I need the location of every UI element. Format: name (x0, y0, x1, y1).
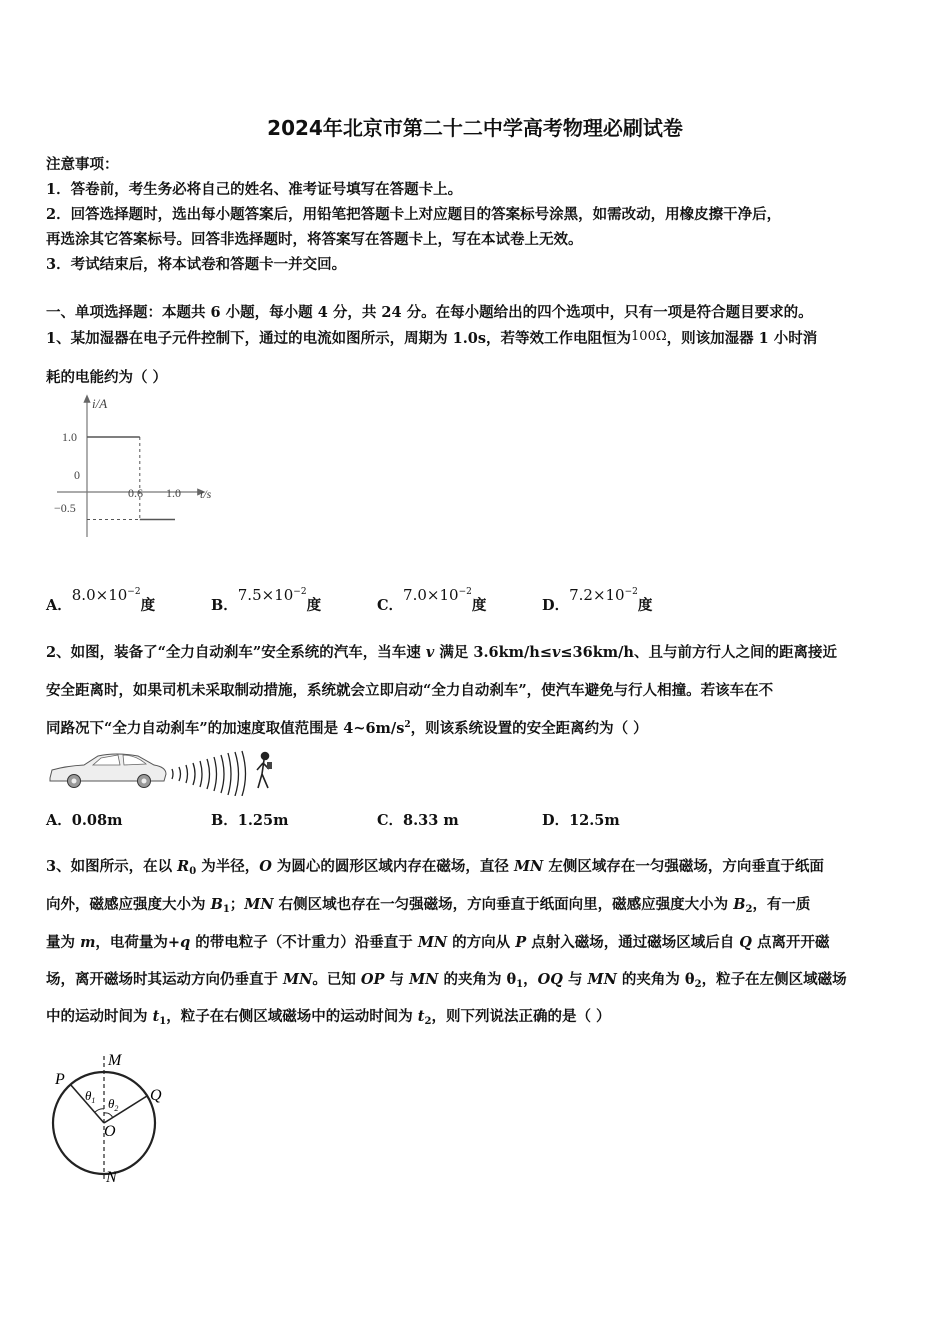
q3-OQ: OQ (537, 971, 563, 988)
graph-ytick-1: 1.0 (62, 430, 77, 444)
option-value: 8.33 m (403, 812, 459, 829)
label-theta1 (85, 1088, 95, 1105)
q3-t: 量为 (46, 934, 81, 951)
page-title: 2024年北京市第二十二中学高考物理必刷试卷 (267, 116, 683, 140)
section-heading: 一、单项选择题：本题共 6 小题，每小题 4 分，共 24 分。在每小题给出的四个选项中，只有一项是符合题目要求的。 (46, 304, 813, 321)
q3-t: ，粒子在左侧区域磁场 (701, 971, 847, 988)
option-exponent: −2 (458, 587, 472, 597)
note-2b: 再选涂其它答案标号。回答非选择题时，将答案写在答题卡上，写在本试卷上无效。 (46, 231, 583, 248)
q3-t2-sub: 2 (424, 1016, 432, 1027)
q3-MN: MN (417, 934, 448, 951)
option-unit: 度 (471, 597, 487, 614)
note-1: 1．答卷前，考生务必将自己的姓名、准考证号填写在答题卡上。 (46, 181, 463, 198)
q2-option-a[interactable] (46, 809, 122, 830)
option-mantissa: 7.5 (237, 586, 262, 604)
option-times: ×10 (426, 586, 459, 604)
q1-resistance: 100Ω (631, 329, 667, 344)
q3-B2-sub: 2 (745, 904, 753, 915)
theta1: θ (85, 1088, 92, 1103)
option-value: 0.08m (71, 812, 123, 829)
sensor-waves-icon (172, 751, 246, 796)
label-M: M (108, 1052, 122, 1069)
q2-option-b[interactable] (211, 809, 288, 830)
q3-t: 。已知 (312, 971, 361, 988)
q3-stem-line2 (46, 893, 810, 915)
option-value: 12.5m (569, 812, 620, 829)
option-exponent: −2 (293, 587, 307, 597)
theta1-sub: 1 (91, 1096, 96, 1105)
q3-MN: MN (409, 971, 439, 988)
q3-m: m (80, 934, 96, 951)
label-N: N (106, 1169, 117, 1186)
q3-t2: t (417, 1008, 425, 1025)
q1-current-graph (52, 392, 232, 542)
q3-t: 点射入磁场，通过磁场区域后自 (526, 934, 740, 951)
option-letter: C． (377, 597, 404, 614)
label-O: O (104, 1123, 116, 1140)
option-times: ×10 (261, 586, 294, 604)
option-unit: 度 (637, 597, 653, 614)
option-letter: A． (46, 812, 72, 829)
q3-t: 与 (562, 971, 588, 988)
option-unit: 度 (306, 597, 322, 614)
q2-option-c[interactable] (377, 809, 459, 830)
q2-c: ≤36km/h、且与前方行人之间的距离接近 (560, 644, 837, 661)
q2-stem-line2: 安全距离时，如果司机未采取制动措施，系统就会立即启动“全力自动刹车”，使汽车避免与行人相撞。若该车在不 (46, 682, 774, 699)
option-mantissa: 8.0 (71, 586, 96, 604)
q1-option-c[interactable] (377, 586, 487, 615)
theta2: θ (108, 1096, 115, 1111)
label-theta2 (108, 1096, 118, 1113)
option-letter: D． (542, 812, 570, 829)
q3-MN: MN (283, 971, 313, 988)
q2-option-d[interactable] (542, 809, 620, 830)
q2-stem-line3 (46, 717, 648, 738)
q2-l3b: ，则该系统设置的安全距离约为（ ） (410, 720, 648, 737)
q3-t: ，电荷量为+ (95, 934, 181, 951)
note-2a: 2．回答选择题时，选出每小题答案后，用铅笔把答题卡上对应题目的答案标号涂黑，如需改动，用橡皮擦干净后， (46, 206, 782, 223)
q3-t: 向外，磁感应强度大小为 (46, 896, 211, 913)
q3-theta2-sub: 2 (694, 979, 702, 990)
q3-t: 为半径， (196, 858, 260, 875)
q3-t: 左侧区域存在一匀强磁场，方向垂直于纸面 (543, 858, 824, 875)
option-times: ×10 (95, 586, 128, 604)
pedestrian-icon (257, 753, 272, 789)
q3-t: ，粒子在右侧区域磁场中的运动时间为 (166, 1008, 418, 1025)
q3-t1-sub: 1 (159, 1016, 167, 1027)
q3-P: P (515, 934, 527, 951)
q3-O: O (259, 858, 272, 875)
q1-option-b[interactable] (211, 586, 322, 615)
car-icon (50, 754, 166, 788)
q2-v2: v (551, 644, 561, 661)
q1-stem-line1 (46, 327, 817, 348)
option-times: ×10 (592, 586, 625, 604)
q3-t: 的方向从 (447, 934, 516, 951)
option-exponent: −2 (624, 587, 638, 597)
q3-R: R (177, 858, 190, 875)
q3-stem-line4 (46, 968, 847, 990)
label-Q: Q (150, 1087, 162, 1104)
q2-b: 满足 3.6km/h≤ (434, 644, 552, 661)
q3-B1: B (210, 896, 223, 913)
option-letter: D． (542, 597, 570, 614)
note-3: 3．考试结束后，将本试卷和答题卡一并交回。 (46, 256, 347, 273)
label-P: P (55, 1071, 65, 1088)
q1-stem-line2: 耗的电能约为（ ） (46, 369, 168, 386)
q3-t: ， (523, 971, 538, 988)
q3-t: 中的运动时间为 (46, 1008, 153, 1025)
option-letter: B． (211, 812, 238, 829)
option-value: 1.25m (237, 812, 289, 829)
q1-stem-b: ，则该加湿器 1 小时消 (666, 330, 818, 347)
q3-t1: t (152, 1008, 160, 1025)
graph-ytick-0: 0 (74, 468, 80, 482)
q3-t: 场，离开磁场时其运动方向仍垂直于 (46, 971, 284, 988)
q3-t: ； (229, 896, 245, 913)
q2-a: 2、如图，装备了“全力自动刹车”安全系统的汽车，当车速 (46, 644, 426, 661)
q3-t: 点离开开磁 (751, 934, 830, 951)
q3-t: 与 (384, 971, 410, 988)
q3-MN: MN (244, 896, 274, 913)
graph-x-label: t/s (200, 487, 212, 501)
q3-t: 的夹角为 θ (616, 971, 695, 988)
q2-v1: v (425, 644, 435, 661)
q3-MN: MN (513, 858, 544, 875)
q3-stem-line5 (46, 1005, 611, 1027)
option-value (569, 586, 638, 604)
q1-option-a[interactable] (46, 586, 156, 615)
option-value (72, 586, 141, 604)
option-unit: 度 (140, 597, 156, 614)
q2-car-figure (46, 748, 286, 796)
graph-y-label: i/A (92, 396, 108, 411)
option-letter: C． (377, 812, 404, 829)
option-mantissa: 7.0 (403, 586, 427, 604)
option-value (238, 586, 307, 604)
option-exponent: −2 (127, 587, 141, 597)
q3-B1-sub: 1 (222, 904, 230, 915)
q3-B2: B (733, 896, 746, 913)
q3-t: 右侧区域也存在一匀强磁场，方向垂直于纸面向里，磁感应强度大小为 (273, 896, 734, 913)
graph-current-marks (87, 437, 175, 520)
q2-l3a: 同路况下“全力自动刹车”的加速度取值范围是 4~6m/s (46, 720, 405, 737)
q2-l3sup: 2 (404, 720, 411, 730)
q3-Q: Q (739, 934, 752, 951)
q3-t: 3、如图所示，在以 (46, 858, 178, 875)
q3-stem-line1 (46, 855, 824, 877)
option-letter: B． (211, 597, 238, 614)
q3-stem-line3 (46, 931, 829, 952)
q3-OP: OP (360, 971, 385, 988)
q3-t: 的夹角为 θ (438, 971, 517, 988)
graph-xtick-10: 1.0 (166, 486, 181, 500)
q3-theta1-sub: 1 (516, 979, 524, 990)
q3-t: 的带电粒子（不计重力）沿垂直于 (190, 934, 418, 951)
q3-MN: MN (587, 971, 617, 988)
option-value (403, 586, 472, 604)
graph-xtick-06: 0.6 (128, 486, 143, 500)
angle-arc-theta1 (95, 1109, 104, 1112)
option-mantissa: 7.2 (569, 586, 593, 604)
q1-option-d[interactable] (542, 586, 653, 615)
q3-t: ，则下列说法正确的是（ ） (431, 1008, 611, 1025)
theta2-sub: 2 (114, 1104, 119, 1113)
q3-t: 为圆心的圆形区域内存在磁场，直径 (271, 858, 514, 875)
graph-ytick-neg: −0.5 (54, 501, 76, 515)
angle-arc-theta2 (104, 1113, 113, 1118)
q3-circle-figure (48, 1048, 178, 1188)
q3-q: q (180, 934, 191, 951)
q3-t: ，有一质 (752, 896, 811, 913)
q1-stem-a: 1、某加湿器在电子元件控制下，通过的电流如图所示，周期为 1.0s，若等效工作电阻恒为 (46, 330, 632, 347)
notes-heading: 注意事项： (46, 156, 119, 173)
q3-R-sub: 0 (189, 866, 197, 877)
q2-stem-line1 (46, 641, 837, 662)
option-letter: A． (46, 597, 72, 614)
